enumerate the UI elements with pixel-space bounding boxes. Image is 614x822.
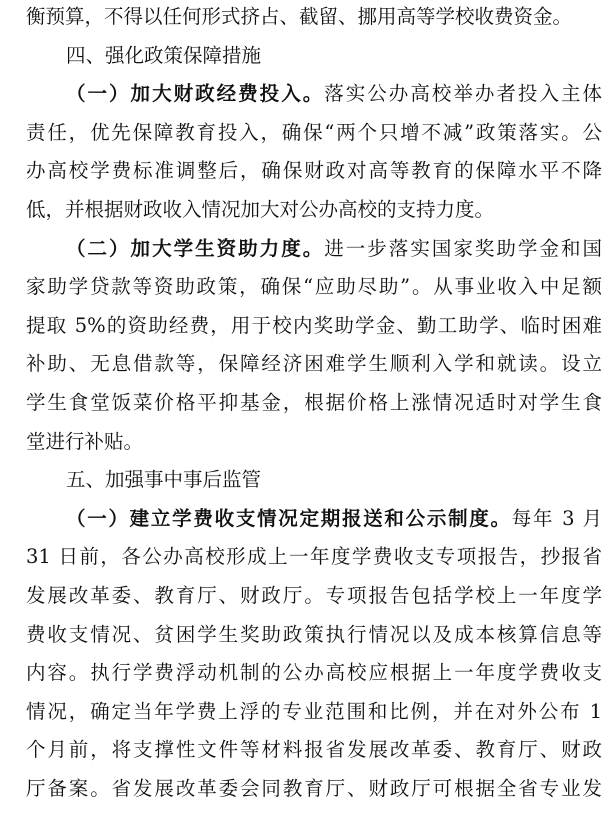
line-text: 五、加强事中事后监管 [66,468,262,492]
section-heading [66,42,602,70]
text-line [26,582,602,610]
line-text: 衡预算，不得以任何形式挤占、截留、挪用高等学校收费资金。 [26,5,573,28]
line-text: 四、强化政策保障措施 [66,43,262,67]
text-line [66,80,602,108]
line-text: 每年 3 月 [511,506,602,530]
line-text: 情况，确定当年学费上浮的专业范围和比例，并在对外公布 1 [26,699,602,723]
line-text: 31 日前，各公办高校形成上一年度学费收支专项报告，抄报省 [26,545,602,569]
line-text: 发展改革委、教育厅、财政厅。专项报告包括学校上一年度学 [26,584,602,607]
line-text: 责任，优先保障教育投入，确保“两个只增不减”政策落实。公 [26,120,602,144]
line-text: 落实公办高校举办者投入主体 [324,82,602,106]
text-line [26,196,602,224]
line-text: 内容。执行学费浮动机制的公办高校应根据上一年度学费收支 [26,661,602,685]
line-text: 办高校学费标准调整后，确保财政对高等教育的保障水平不降 [26,159,602,183]
line-text: 费收支情况、贫困学生奖助政策执行情况以及成本核算信息等 [26,622,602,646]
line-text: 个月前，将支撑性文件等材料报省发展改革委、教育厅、财政 [26,738,602,762]
line-text: 低，并根据财政收入情况加大对公办高校的支持力度。 [26,198,495,221]
text-line [66,235,602,263]
text-line [26,119,602,147]
text-line [26,698,602,726]
text-line [26,157,602,185]
text-line [26,312,602,340]
line-text: 家助学贷款等资助政策，确保“应助尽助”。从事业收入中足额 [26,275,602,299]
text-line [26,273,602,301]
subsection-title: （二）加大学生资助力度。 [66,236,325,260]
section-heading [66,466,602,494]
line-text: 厅备案。省发展改革委会同教育厅、财政厅可根据全省专业发 [26,777,602,800]
text-line [26,543,602,571]
text-line [26,659,602,687]
subsection-title: （一）建立学费收支情况定期报送和公示制度。 [66,506,512,530]
text-line [26,428,602,456]
text-line [26,775,602,803]
text-line [26,350,602,378]
text-line [26,3,602,31]
line-text: 进一步落实国家奖助学金和国 [324,236,602,260]
line-text: 堂进行补贴。 [26,429,144,453]
text-line [26,389,602,417]
subsection-title: （一）加大财政经费投入。 [66,82,325,106]
line-text: 提取 5%的资助经费，用于校内奖助学金、勤工助学、临时困难 [26,313,602,337]
text-line [26,736,602,764]
text-line [66,505,602,533]
line-text: 补助、无息借款等，保障经济困难学生顺利入学和就读。设立 [26,352,602,376]
text-line [26,621,602,649]
line-text: 学生食堂饭菜价格平抑基金，根据价格上涨情况适时对学生食 [26,391,602,414]
